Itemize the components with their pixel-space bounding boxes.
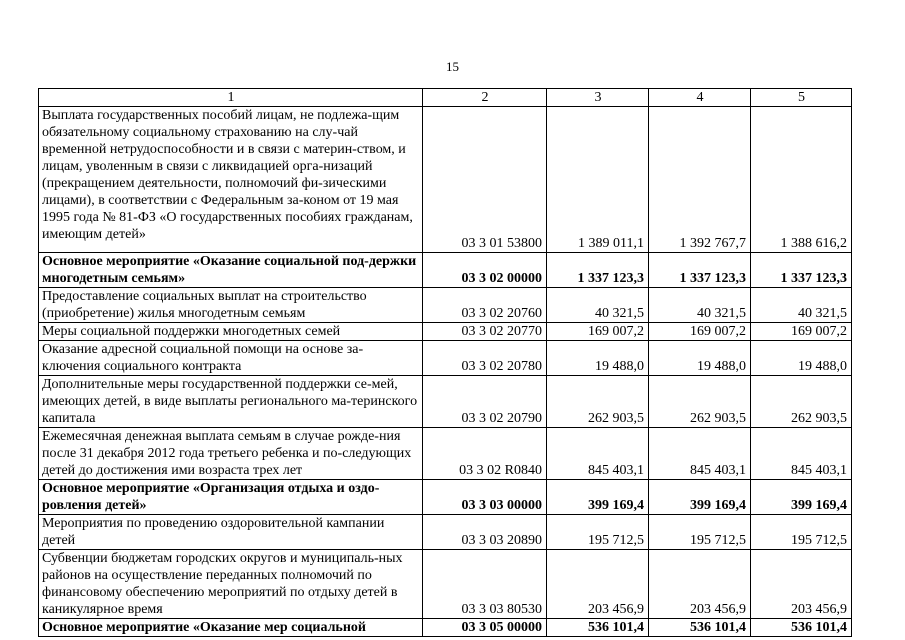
table-row-main-activity (39, 253, 852, 288)
column-number-5: 5 (751, 89, 852, 107)
table-row-main-activity (39, 619, 852, 637)
row-value-col4: 1 392 767,7 (649, 107, 751, 253)
row-code: 03 3 01 53800 (423, 107, 547, 253)
row-value-col4: 203 456,9 (649, 550, 751, 619)
column-number-1: 1 (39, 89, 423, 107)
row-description: Основное мероприятие «Оказание социальной под-держки многодетным семьям» (39, 253, 423, 288)
row-code: 03 3 02 20780 (423, 341, 547, 376)
row-value-col4: 19 488,0 (649, 341, 751, 376)
row-value-col4: 40 321,5 (649, 288, 751, 323)
column-number-2: 2 (423, 89, 547, 107)
row-code: 03 3 03 20890 (423, 515, 547, 550)
row-value-col5: 203 456,9 (751, 550, 852, 619)
row-value-col5: 536 101,4 (751, 619, 852, 637)
table-row (39, 550, 852, 619)
row-value-col5: 1 337 123,3 (751, 253, 852, 288)
row-value-col5: 40 321,5 (751, 288, 852, 323)
row-value-col5: 1 388 616,2 (751, 107, 852, 253)
table-row-main-activity (39, 480, 852, 515)
column-number-row (39, 89, 852, 107)
row-value-col5: 399 169,4 (751, 480, 852, 515)
row-value-col5: 845 403,1 (751, 428, 852, 480)
row-code: 03 3 03 00000 (423, 480, 547, 515)
row-value-col3: 536 101,4 (547, 619, 649, 637)
row-description: Основное мероприятие «Оказание мер социальной (39, 619, 423, 637)
table-row (39, 515, 852, 550)
row-description: Предоставление социальных выплат на строительство (приобретение) жилья многодетным семьям (39, 288, 423, 323)
row-value-col3: 1 389 011,1 (547, 107, 649, 253)
table-row (39, 323, 852, 341)
row-value-col5: 19 488,0 (751, 341, 852, 376)
row-description: Мероприятия по проведению оздоровительной кампании детей (39, 515, 423, 550)
row-code: 03 3 02 20770 (423, 323, 547, 341)
budget-table (38, 88, 852, 637)
row-value-col3: 262 903,5 (547, 376, 649, 428)
row-description: Ежемесячная денежная выплата семьям в случае рожде-ния после 31 декабря 2012 года третьего ребенка и по-следующих детей до достижения ими возраста трех лет (39, 428, 423, 480)
row-value-col5: 195 712,5 (751, 515, 852, 550)
row-code: 03 3 02 20760 (423, 288, 547, 323)
row-value-col4: 845 403,1 (649, 428, 751, 480)
row-code: 03 3 02 R0840 (423, 428, 547, 480)
row-value-col3: 19 488,0 (547, 341, 649, 376)
table-row (39, 107, 852, 253)
row-code: 03 3 02 20790 (423, 376, 547, 428)
row-description: Дополнительные меры государственной поддержки се-мей, имеющих детей, в виде выплаты регионального ма-теринского капитала (39, 376, 423, 428)
table-row (39, 376, 852, 428)
row-description: Субвенции бюджетам городских округов и муниципаль-ных районов на осуществление переданных полномочий по финансовому обеспечению мероприятий по отдыху детей в каникулярное время (39, 550, 423, 619)
row-description: Меры социальной поддержки многодетных семей (39, 323, 423, 341)
row-value-col4: 399 169,4 (649, 480, 751, 515)
row-value-col3: 169 007,2 (547, 323, 649, 341)
row-code: 03 3 03 80530 (423, 550, 547, 619)
row-value-col3: 203 456,9 (547, 550, 649, 619)
row-description: Выплата государственных пособий лицам, не подлежа-щим обязательному социальному страхованию на слу-чай временной нетрудоспособности и в связи с материн-ством, и лицам, уволенным в связи с ликвидацией орга-низаций (прекращением деятельности, полномочий фи-зическими лицами), в соответствии с Федеральным за-коном от 19 мая 1995 года № 81-ФЗ «О государственных пособиях гражданам, имеющим детей» (39, 107, 423, 253)
row-value-col4: 195 712,5 (649, 515, 751, 550)
table-row (39, 288, 852, 323)
table-row (39, 428, 852, 480)
row-description: Основное мероприятие «Организация отдыха и оздо-ровления детей» (39, 480, 423, 515)
row-value-col3: 1 337 123,3 (547, 253, 649, 288)
row-value-col4: 1 337 123,3 (649, 253, 751, 288)
table-body (39, 89, 852, 637)
row-value-col3: 40 321,5 (547, 288, 649, 323)
row-code: 03 3 05 00000 (423, 619, 547, 637)
row-value-col4: 536 101,4 (649, 619, 751, 637)
column-number-4: 4 (649, 89, 751, 107)
row-description: Оказание адресной социальной помощи на основе за-ключения социального контракта (39, 341, 423, 376)
row-value-col3: 845 403,1 (547, 428, 649, 480)
row-value-col4: 169 007,2 (649, 323, 751, 341)
page-number: 15 (446, 59, 459, 74)
row-code: 03 3 02 00000 (423, 253, 547, 288)
row-value-col4: 262 903,5 (649, 376, 751, 428)
row-value-col5: 262 903,5 (751, 376, 852, 428)
row-value-col5: 169 007,2 (751, 323, 852, 341)
row-value-col3: 399 169,4 (547, 480, 649, 515)
column-number-3: 3 (547, 89, 649, 107)
row-value-col3: 195 712,5 (547, 515, 649, 550)
table-row (39, 341, 852, 376)
